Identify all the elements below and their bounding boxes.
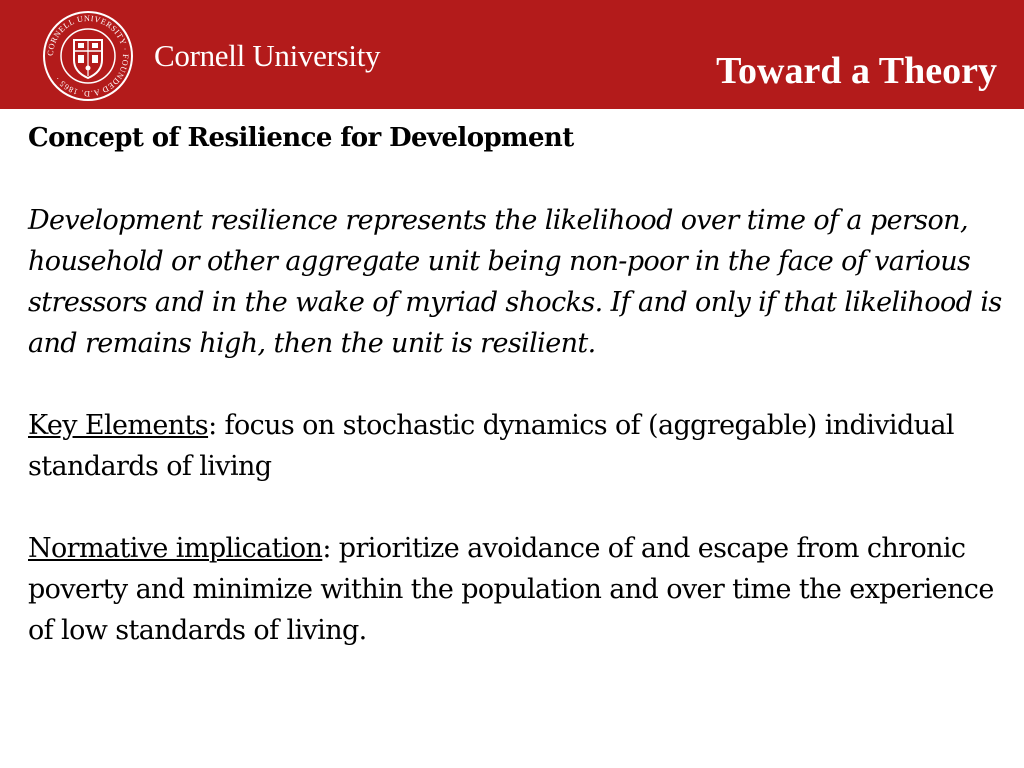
key-elements-label: Key Elements (28, 410, 209, 441)
normative-separator: : (322, 533, 331, 564)
normative-paragraph (28, 528, 1003, 651)
normative-text: prioritize avoidance of and escape from chronic poverty and minimize within the population and over time the experience of low standards of living. (28, 533, 994, 646)
normative-label: Normative implication (28, 533, 323, 564)
section-heading: Concept of Resilience for Development (28, 123, 574, 153)
definition-paragraph: Development resilience represents the likelihood over time of a person, household or other aggregate unit being non-poor in the face of various stressors and in the wake of myriad shocks. If and only if that likelihood is and remains high, then the unit is resilient. (28, 205, 1002, 359)
slide-title: Toward a Theory (716, 50, 997, 92)
header-bar (0, 0, 1024, 109)
key-elements-paragraph (28, 405, 1003, 487)
seal-ring-text: CORNELL UNIVERSITY · FOUNDED A.D. 1865 · (45, 13, 131, 99)
university-name: Cornell University (154, 38, 381, 73)
key-elements-text: focus on stochastic dynamics of (aggregable) individual standards of living (28, 410, 954, 482)
key-elements-separator: : (208, 410, 217, 441)
slide-body (28, 118, 1003, 692)
cornell-seal-icon (42, 10, 134, 102)
